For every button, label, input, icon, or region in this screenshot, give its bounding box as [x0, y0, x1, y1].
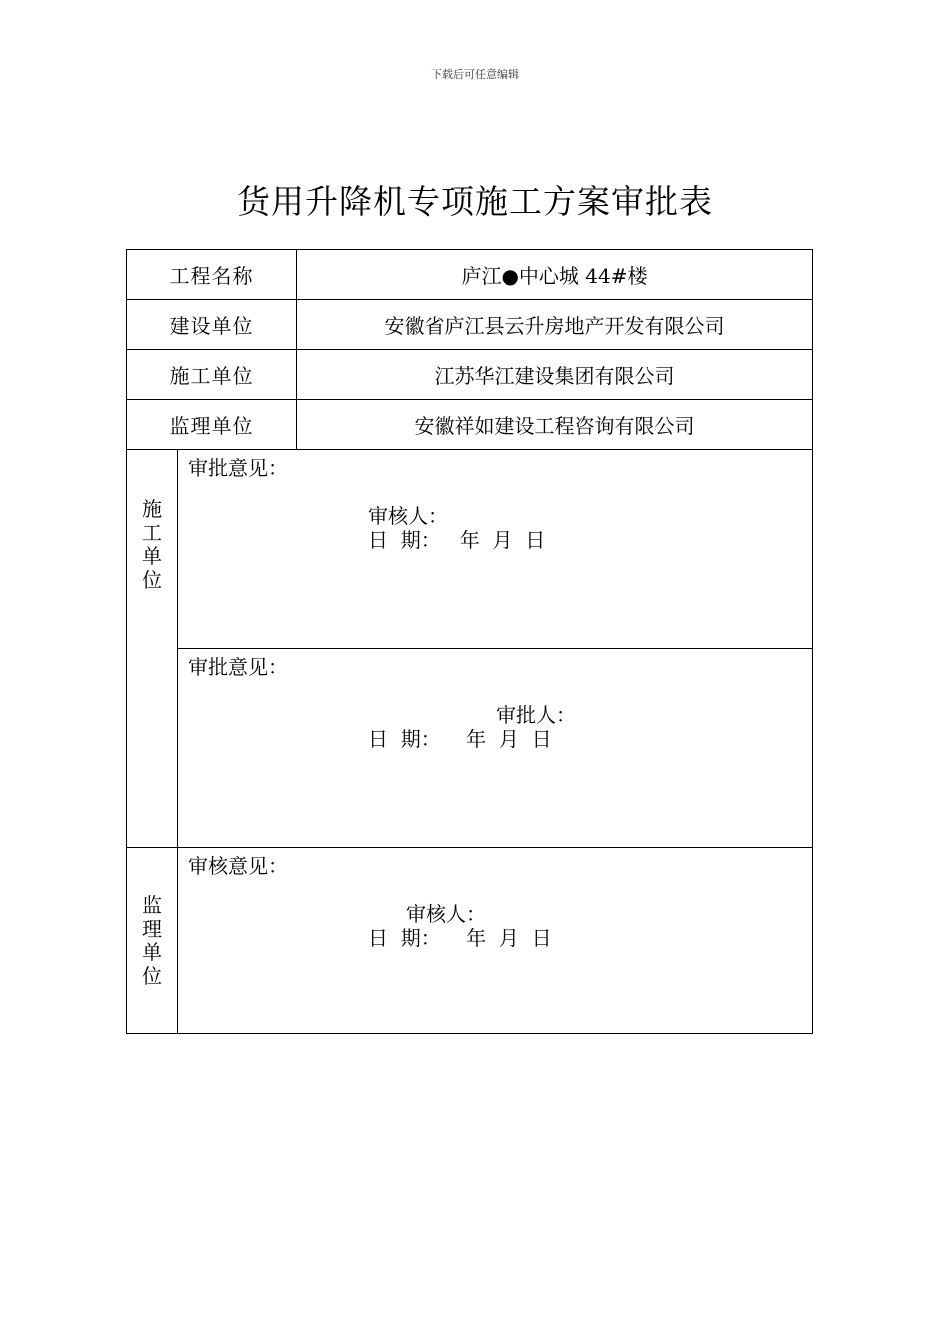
supervision-reviewer-label: 审核人：: [406, 902, 486, 926]
info-row-contractor: [127, 350, 813, 400]
builder-value: 安徽省庐江县云升房地产开发有限公司: [297, 300, 813, 350]
supervision-side-cell: [127, 848, 178, 1034]
header-note: 下载后可任意编辑: [431, 68, 519, 81]
document-title: 货用升降机专项施工方案审批表: [237, 182, 713, 221]
review-opinion-label: 审批意见：: [188, 456, 288, 480]
contractor-value: 江苏华江建设集团有限公司: [297, 350, 813, 400]
project-name-label: 工程名称: [127, 250, 297, 300]
construction-approval-row: [127, 649, 813, 848]
supervisor-value: 安徽祥如建设工程咨询有限公司: [297, 400, 813, 450]
supervision-review-row: [127, 848, 813, 1034]
approval-date: 日 期： 年 月 日: [368, 727, 552, 751]
construction-side-label: 施工单位: [142, 497, 162, 592]
supervisor-label: 监理单位: [127, 400, 297, 450]
info-row-builder: [127, 300, 813, 350]
construction-side-cell: [127, 450, 178, 848]
supervision-opinion-label: 审核意见：: [188, 854, 288, 878]
approval-opinion-label: 审批意见：: [188, 655, 288, 679]
contractor-label: 施工单位: [127, 350, 297, 400]
review-date: 日 期： 年 月 日: [368, 528, 546, 552]
approval-form-table: [126, 249, 813, 1034]
supervision-review-cell: [178, 848, 813, 1034]
construction-review-row: [127, 450, 813, 649]
project-name-value: 庐江●中心城 44#楼: [297, 250, 813, 300]
supervision-side-label: 监理单位: [142, 893, 162, 988]
construction-approval-cell: [178, 649, 813, 848]
approver-label: 审批人：: [496, 703, 576, 727]
builder-label: 建设单位: [127, 300, 297, 350]
info-row-supervisor: [127, 400, 813, 450]
construction-review-cell: [178, 450, 813, 649]
reviewer-label: 审核人：: [368, 504, 448, 528]
info-row-project: [127, 250, 813, 300]
supervision-date: 日 期： 年 月 日: [368, 926, 552, 950]
